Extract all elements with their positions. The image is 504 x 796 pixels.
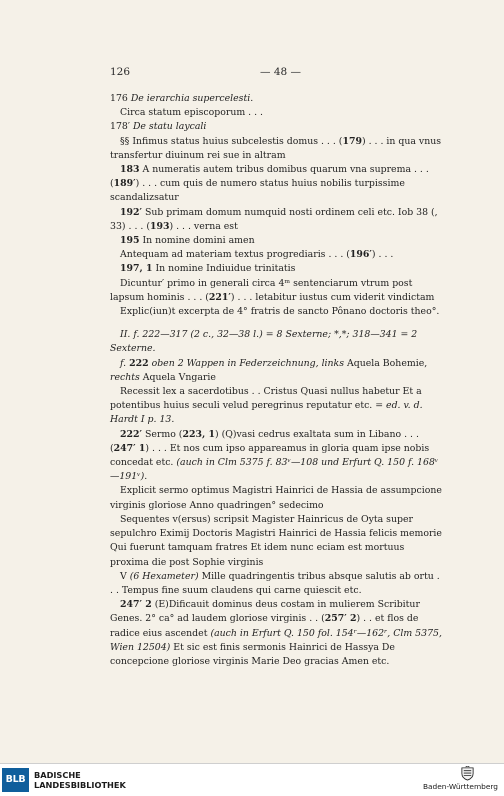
folio-number: — 48 — [260,66,302,78]
codex-section-heading: II. f. 222—317 (2 c., 32—38 l.) = 8 Sexterne; *,*; 318—341 = 2 Sexterne. [110,329,418,355]
entry-line: 178′ De statu laycali [110,121,207,133]
entry-line: Recessit lex a sacerdotibus . . Cristus Quasi nullus habetur Et a potentibus huius seculi velud peregrinus reputatur etc. = ed. v. d. Hardt I p. 13. [110,386,423,426]
library-name [34,770,126,790]
document-body [110,92,442,669]
entry-line: Dicuntur′ primo in generali circa 4ᵐ sentenciarum vtrum post lapsum hominis . . . (221′) . . . letabitur iustus cum viderit vindictam [110,277,435,303]
entry-line: 192′ Sub primam domum numquid nosti ordinem celi etc. Iob 38 (, 33) . . . (193) . . . verna est [110,206,438,232]
entry-line: Explic(iun)t excerpta de 4° fratris de sancto Pônano doctoris theo°. [120,306,440,318]
entry-line: 195 In nomine domini amen [120,235,255,247]
entry-line: 183 A numeratis autem tribus domibus quarum vna suprema . . . (189′) . . . cum quis de numero status huius nobilis turpissime scandalizsatur [110,164,429,204]
entry-line: Antequam ad materiam textus progrediaris . . . (196′) . . . [120,249,394,261]
entry-line: V (6 Hexameter) Mille quadringentis tribus absque salutis ab ortu . . . Tempus fine suum claudens qui carne quiescit etc. [110,570,440,596]
entry-line: f. 222 oben 2 Wappen in Federzeichnung, links Aquela Bohemie, rechts Aquela Vngarie [110,357,428,383]
entry-line: Sequentes v(ersus) scripsit Magister Hainricus de Oyta super sepulchro Eximij Doctoris Magistri Hainrici de Hassia felicis memorie Qui fuerunt tamquam fratres Et idem nunc eciam est mortuus proxima die post Sophie virginis [110,513,442,568]
entry-line: 197, 1 In nomine Indiuidue trinitatis [120,263,296,275]
library-name-line1: BADISCHE [34,770,81,780]
state-name: Baden-Württemberg [422,782,498,791]
entry-line: §§ Infimus status huius subcelestis domus . . . (179) . . . in qua vnus transfertur diuinum rei sue in altram [110,135,442,161]
entry-line: 222′ Sermo (223, 1) (Q)vasi cedrus exaltata sum in Libano . . . (247′ 1) . . . Et nos cum ipso appareamus in gloria quam ipse nobis concedat etc. (auch in Clm 5375 f. 83ᵛ—108 und Erfurt Q. 150 f. 168ᵛ—191ᵛ). [110,428,439,483]
blb-logo-text: BLB [5,774,26,785]
entry-line: 176 De ierarchia supercelesti. [110,93,254,104]
page-number: 126 [110,66,131,78]
library-name-line2: LANDESBIBLIOTHEK [34,780,126,790]
blb-logo [2,768,29,792]
entry-line: Explicit sermo optimus Magistri Hainrici de Hassia de assumpcione virginis gloriose Anno quadringen° sedecimo [110,485,442,511]
page-header [110,66,434,80]
coat-of-arms-icon [460,766,475,781]
entry-line: 247′ 2 (E)Dificauit dominus deus costam in mulierem Scribitur Genes. 2° ca° ad laudem gloriose virginis . . (257′ 2) . . et flos de radice eius ascendet (auch in Erfurt Q. 150 fol. 154ʳ—162ʳ, Clm 5375, Wien 12504) Et sic est finis sermonis Hainrici de Hassya De concepcione gloriose virginis Marie Deo gracias Amen etc. [110,599,442,667]
entry-line: Circa statum episcoporum . . . [120,107,264,119]
library-footer [0,763,504,796]
